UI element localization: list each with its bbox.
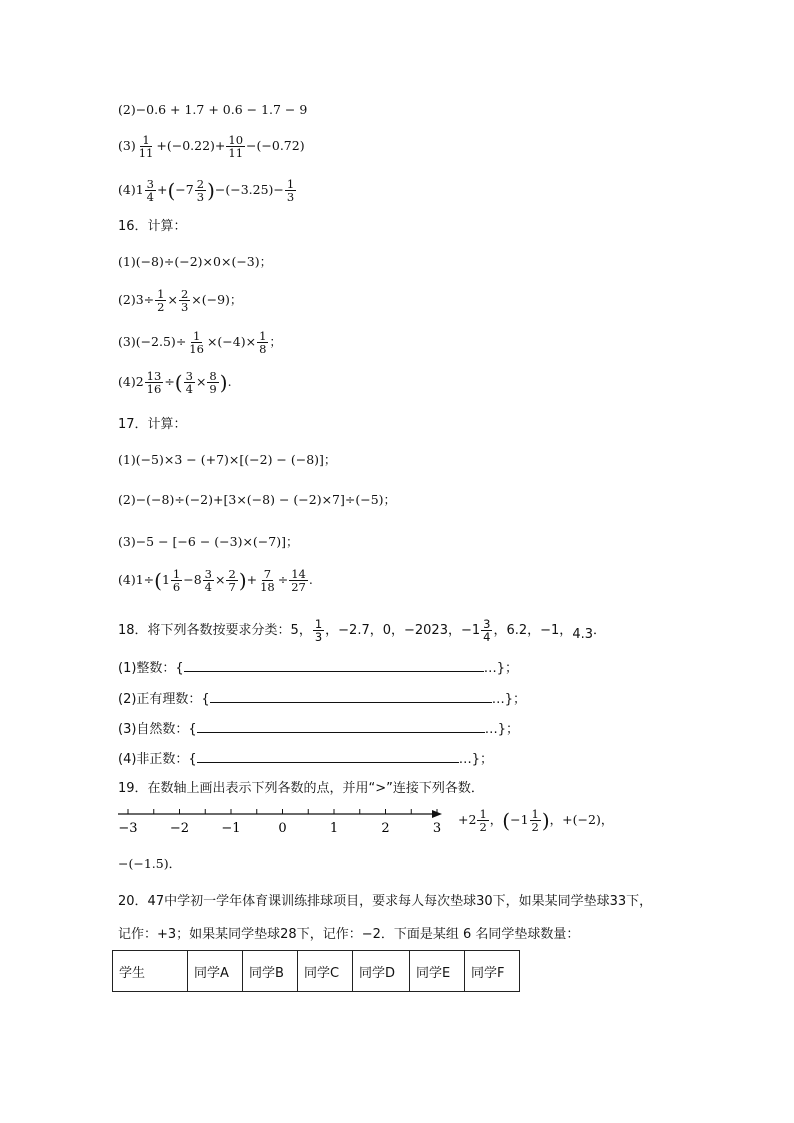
q16-part-1: (1)(−8)÷(−2)×0×(−3)； [118,254,273,269]
q16-part-3: (3)(−2.5)÷ $\frac{1}{16}$ ×(−4)× $\frac{1}{8}$ ； [118,329,282,357]
q20-line-2: 记作：+3；如果某同学垫球28下，记作：−2．下面是某组 6 名同学垫球数量： [118,927,580,942]
table-header-cell: 同学A [188,951,243,992]
fraction: $\frac{10}{11}$ [228,133,244,161]
table-header-cell: 同学C [298,951,353,992]
p15-line-3: (3) $\frac{1}{11}$ +(−0.22)+ $\frac{10}{11}$ −(−0.72) [118,133,305,161]
q16-part-2: (2)3÷ $\frac{1}{2}$ × $\frac{2}{3}$ ×(−9)； [118,287,243,315]
answer-blank[interactable] [197,720,485,733]
axis-tick-label: −2 [169,821,190,836]
q18-title: 18．将下列各数按要求分类：5， $\frac{1}{3}$ ，−2.7，0，−2023，−1 $\frac{3}{4}$ ，6.2，−1，4.3． [118,617,607,645]
axis-tick-label: −1 [221,821,241,836]
table-row [113,951,520,992]
table-header-cell: 学生 [113,951,188,992]
p15-line-2: (2)−0.6 + 1.7 + 0.6 − 1.7 − 9 [118,102,308,117]
q16-title: 16．计算： [118,219,187,234]
axis-tick-label: −3 [118,821,138,836]
q19-line-2: −(−1.5)． [118,856,182,871]
q19-title: 19．在数轴上画出表示下列各数的点，并用“>”连接下列各数． [118,781,484,796]
table-header-cell: 同学D [353,951,410,992]
p15-line-4: (4)1 $\frac{3}{4}$ +(−7 $\frac{2}{3}$ )−(−3.25)− $\frac{1}{3}$ [118,177,295,205]
q17-part-3: (3)−5 − [−6 − (−3)×(−7)]； [118,534,299,549]
axis-tick-label: 2 [381,821,390,836]
answer-blank[interactable] [197,750,459,763]
axis-tick-label: 3 [432,821,442,836]
q16-part-4: (4)2 $\frac{13}{16}$ ÷( $\frac{3}{4}$ × $\frac{8}{9}$ ). [118,369,232,397]
answer-blank[interactable] [210,690,492,703]
axis-tick-label: 1 [329,821,339,836]
q20-line-1: 20．47中学初一学年体育课训练排球项目，要求每人每次垫球30下，如果某同学垫球33下， [118,894,653,909]
q18-non-positive: (4)非正数：{ …}； [118,752,493,767]
q18-positive-rationals: (2)正有理数：{ …}； [118,692,526,707]
number-line [112,800,452,840]
q17-title: 17．计算： [118,417,187,432]
q18-integers: (1)整数：{ …}； [118,661,518,676]
table-header-cell: 同学B [243,951,298,992]
q18-natural-numbers: (3)自然数：{ …}； [118,722,519,737]
table-header-cell: 同学E [410,951,465,992]
fraction: $\frac{1}{11}$ [138,133,154,161]
q17-part-4: (4)1÷(1 $\frac{1}{6}$ −8 $\frac{3}{4}$ × $\frac{2}{7}$ )+ $\frac{7}{18}$ ÷ $\frac{14}{27}$ . [118,567,313,595]
q17-part-1: (1)(−5)×3 − (+7)×[(−2) − (−8)]； [118,452,337,467]
q17-part-2: (2)−(−8)÷(−2)+[3×(−8) − (−2)×7]÷(−5)； [118,492,397,507]
q19-numbers: +2 $\frac{1}{2}$ ，(−1 $\frac{1}{2}$ )，+(−2)， [458,807,614,835]
answer-blank[interactable] [184,659,484,672]
student-table [112,950,520,992]
axis-tick-label: 0 [278,821,287,836]
table-header-cell: 同学F [465,951,520,992]
repeating-decimal: 4.3 [572,627,593,643]
